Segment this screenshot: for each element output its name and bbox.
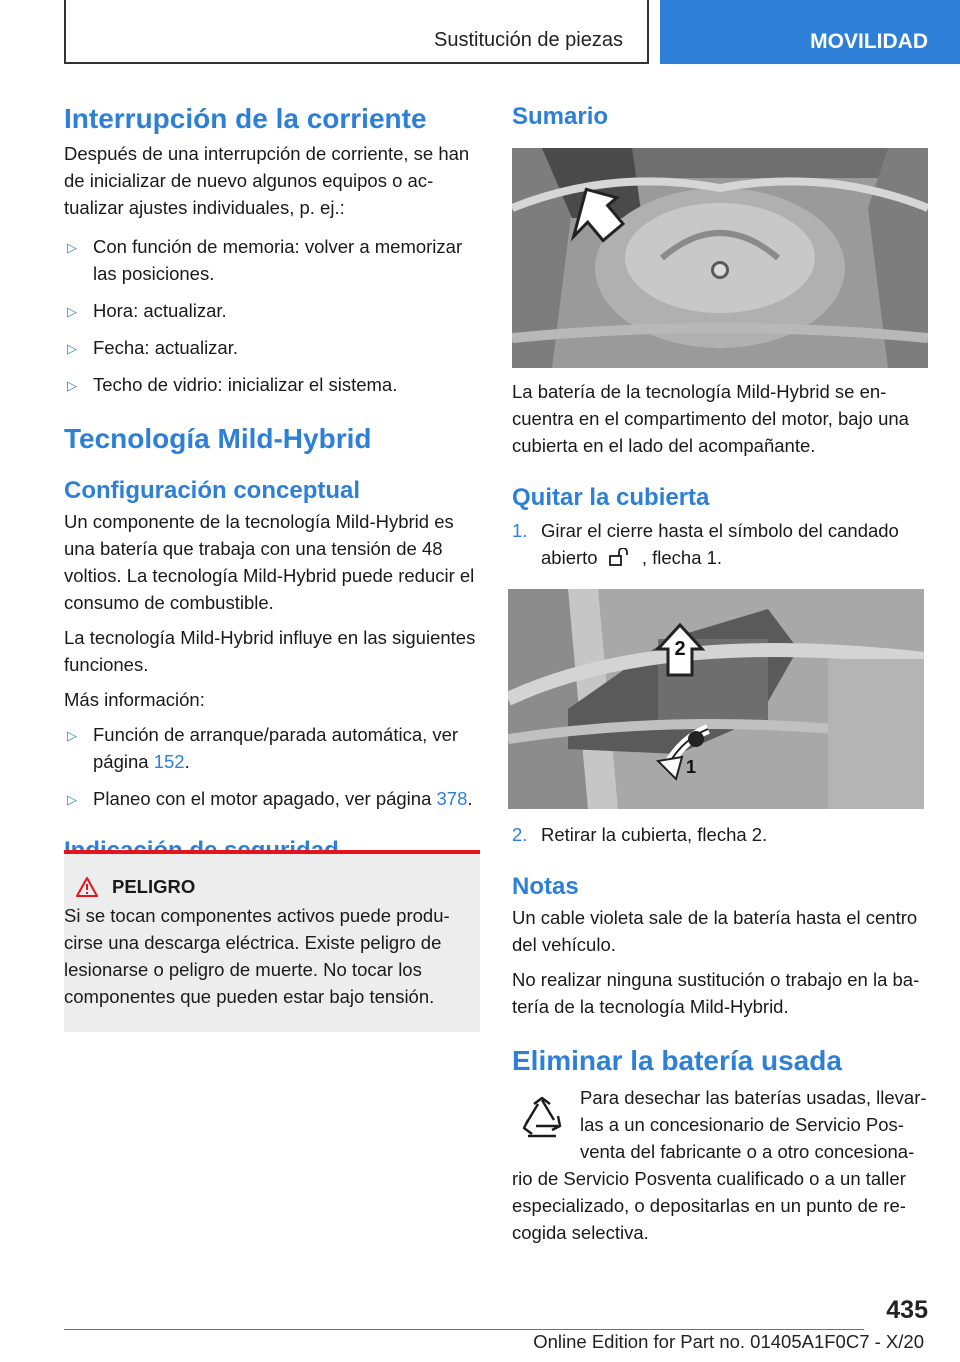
left-column (64, 102, 480, 866)
recycle-icon (514, 1094, 570, 1150)
paragraph-power-interruption: Después de una interrupción de corriente, se han de inicializar de nuevo algunos equipos o actualizar ajustes individuales, p. ej.: (64, 143, 470, 218)
warning-header (64, 876, 472, 898)
heading-power-interruption: Interrupción de la corriente (64, 103, 427, 134)
padlock-open-icon (609, 548, 631, 566)
battery-cover-photo (508, 589, 924, 809)
arrow-label-1: 1 (686, 757, 697, 777)
header-chapter-title: MOVILIDAD (810, 30, 928, 53)
paragraph-dispose: Para desechar las baterías usadas, llevarlas a un concesionario de Servicio Posventa del fabricante o a otro concesionario de Servicio Posventa cualificado o a un taller especializado, o depositarlas en un punto de recogida selectiva. (512, 1087, 927, 1243)
paragraph-concept-2: La tecnología Mild-Hybrid influye en las siguientes funciones. (64, 627, 476, 675)
paragraph-concept-1: Un componente de la tecnología Mild-Hybrid es una batería que trabaja con una tensión de 48 voltios. La tecnología Mild-Hybrid puede reducir el consumo de combustible. (64, 511, 475, 613)
warning-title: PELIGRO (112, 876, 196, 897)
heading-mild-hybrid: Tecnología Mild-Hybrid (64, 423, 372, 454)
header-section-tab (64, 0, 649, 64)
warning-triangle-icon (76, 877, 98, 897)
page-link-378[interactable]: 378 (436, 788, 468, 809)
heading-remove-cover: Quitar la cubierta (512, 484, 710, 511)
triangle-bullet-icon: ▷ (67, 341, 77, 356)
triangle-bullet-icon: ▷ (67, 240, 77, 255)
list-item: ▷ Función de arranque/parada automática, ver página 152. (67, 724, 459, 772)
list-item: ▷ Fecha: actualizar. (64, 334, 480, 361)
page-link-152[interactable]: 152 (153, 751, 185, 772)
dispose-block (512, 1084, 928, 1246)
step-item: 1. Girar el cierre hasta el símbolo del candado abierto , flecha 1. (512, 517, 928, 571)
step-number: 1. (512, 520, 528, 541)
heading-notes: Notas (512, 873, 579, 900)
warning-box (64, 854, 480, 1032)
paragraph-more-info: Más información: (64, 689, 205, 710)
paragraph-overview: La batería de la tecnología Mild-Hybrid se encuentra en el compartimento del motor, bajo una cubierta en el lado del acompañante. (512, 381, 909, 456)
interruption-list (64, 233, 480, 398)
header-chapter-tab (660, 0, 960, 64)
heading-overview: Sumario (512, 103, 609, 130)
list-item: ▷ Hora: actualizar. (64, 297, 480, 324)
steps-list-1 (512, 517, 928, 571)
header-section-title: Sustitución de piezas (433, 29, 623, 51)
warning-text: Si se tocan componentes activos puede producirse una descarga eléctrica. Existe peligro de lesionarse o peligro de muerte. No tocar los componentes que pueden estar bajo tensión. (64, 905, 450, 1007)
triangle-bullet-icon: ▷ (67, 304, 77, 319)
footer-rule (64, 1329, 864, 1330)
heading-concept: Configuración conceptual (64, 477, 361, 504)
paragraph-notes-2: No realizar ninguna sustitución o trabajo en la batería de la tecnología Mild-Hybrid. (512, 969, 920, 1017)
paragraph-notes-1: Un cable violeta sale de la batería hasta el centro del vehículo. (512, 907, 918, 955)
triangle-bullet-icon: ▷ (67, 728, 77, 743)
list-item: ▷ Planeo con el motor apagado, ver página 378. (64, 785, 480, 812)
engine-bay-photo (512, 148, 928, 368)
arrow-label-2: 2 (674, 638, 686, 660)
page-number: 435 (886, 1296, 928, 1324)
triangle-bullet-icon: ▷ (67, 378, 77, 393)
step-number: 2. (512, 824, 528, 845)
steps-list-2 (512, 821, 928, 848)
list-item: ▷ Con función de memoria: volver a memorizar las posiciones. (67, 236, 463, 284)
more-info-list (64, 721, 480, 812)
step-item: 2. Retirar la cubierta, flecha 2. (512, 821, 928, 848)
triangle-bullet-icon: ▷ (67, 792, 77, 807)
right-column (512, 102, 928, 1246)
heading-dispose-battery: Eliminar la batería usada (512, 1045, 842, 1076)
list-item: ▷ Techo de vidrio: inicializar el sistema. (64, 371, 480, 398)
footer-edition: Online Edition for Part no. 01405A1F0C7 - X/20 (533, 1331, 924, 1352)
